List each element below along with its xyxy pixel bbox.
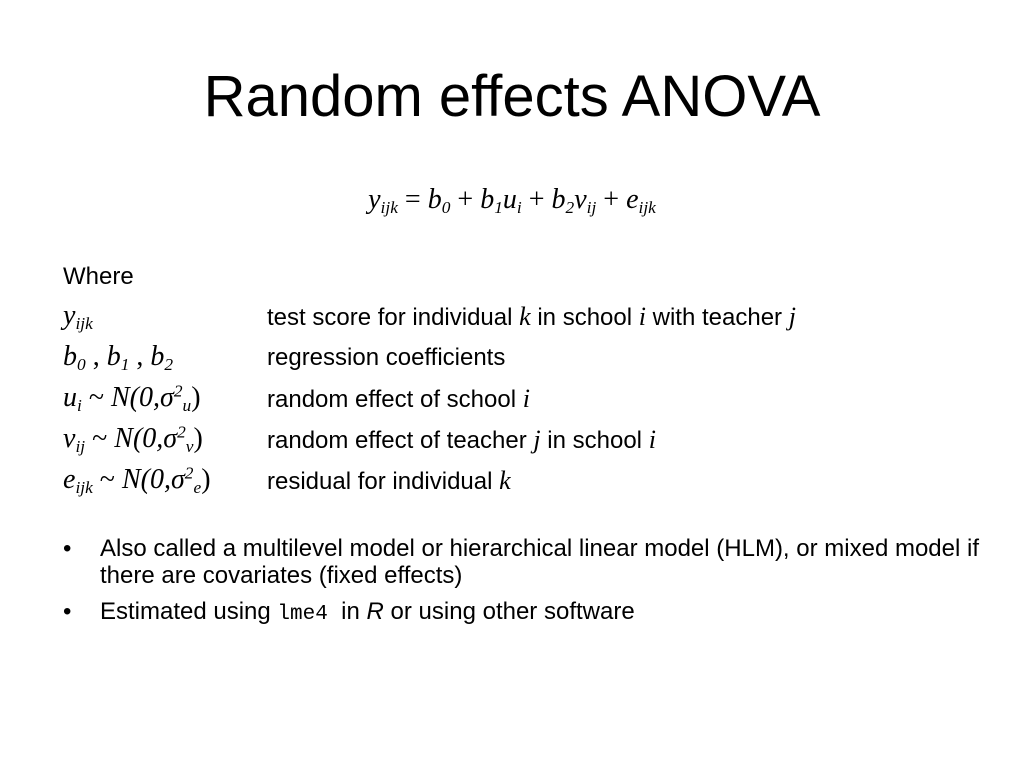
definition-description: residual for individual k <box>267 466 511 495</box>
bullet-list <box>63 535 983 637</box>
definition-symbol: $b_0$ , $b_1$ , $b_2$ <box>63 341 174 375</box>
bullet-icon: • <box>63 535 72 562</box>
definition-symbol: $y_{ijk}$ <box>63 300 93 334</box>
r-language-name: R <box>366 598 384 625</box>
bullet-icon: • <box>63 598 72 625</box>
definition-row-u <box>63 380 983 421</box>
definition-row-y <box>63 298 983 339</box>
slide-title: Random effects ANOVA <box>203 64 821 129</box>
code-lme4: lme4 <box>277 603 328 626</box>
definition-symbol: $v_{ij}$ ~ $N(0,\sigma^2_v)$ <box>63 422 203 457</box>
definition-symbol: $e_{ijk}$ ~ $N(0,\sigma^2_e)$ <box>63 463 211 498</box>
definition-symbol: $u_i$ ~ $N(0,\sigma^2_u)$ <box>63 381 201 416</box>
bullet-text: Estimated using lme4 in R or using other software <box>100 598 635 626</box>
definition-description: random effect of school i <box>267 384 530 413</box>
definition-description: regression coefficients <box>267 344 506 371</box>
where-label: Where <box>63 263 134 290</box>
definition-row-v <box>63 421 983 462</box>
definition-row-e <box>63 462 983 503</box>
model-equation: $y_{ijk} = b_0 + b_1u_i + b_2v_{ij} + e_{ijk}$ <box>368 184 656 218</box>
definition-row-b <box>63 339 983 380</box>
bullet-item-estimation <box>63 598 983 628</box>
definitions-list <box>63 298 983 503</box>
definition-description: test score for individual k in school i with teacher j <box>267 302 796 331</box>
bullet-text: Also called a multilevel model or hierarchical linear model (HLM), or mixed model if there are covariates (fixed effects) <box>100 535 979 589</box>
definition-description: random effect of teacher j in school i <box>267 425 656 454</box>
bullet-item-multilevel <box>63 535 983 589</box>
